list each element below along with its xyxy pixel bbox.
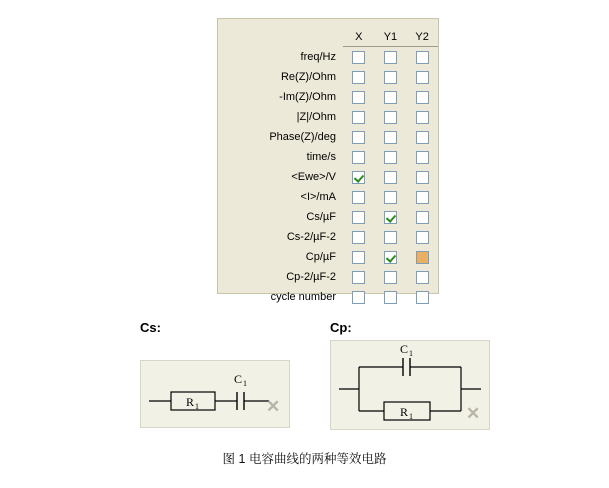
checkbox-x-freq[interactable] [352, 51, 365, 64]
table-row [222, 287, 438, 307]
cs-title-text: Cs: [140, 320, 161, 335]
checkbox-y1-cp[interactable] [384, 251, 397, 264]
checkbox-y2-imz[interactable] [416, 91, 429, 104]
cell-y1[interactable] [375, 247, 407, 267]
variable-selection-panel [217, 18, 439, 303]
table-row [222, 207, 438, 227]
checkbox-y2-cs[interactable] [416, 211, 429, 224]
row-label: |Z|/Ohm [296, 111, 336, 123]
column-header-y1: Y1 [383, 31, 398, 43]
table-row [222, 147, 438, 167]
cell-y1[interactable] [375, 267, 407, 287]
cell-y2[interactable] [406, 47, 438, 68]
cell-x[interactable] [343, 147, 375, 167]
checkbox-x-rez[interactable] [352, 71, 365, 84]
row-label: Cp/µF [305, 251, 336, 263]
row-label: <Ewe>/V [291, 171, 336, 183]
checkbox-x-cycle[interactable] [352, 291, 365, 304]
cell-x[interactable] [343, 67, 375, 87]
cell-y1[interactable] [375, 107, 407, 127]
table-row [222, 247, 438, 267]
table-row [222, 267, 438, 287]
cell-y2[interactable] [406, 87, 438, 107]
row-label: -Im(Z)/Ohm [279, 91, 336, 103]
cell-y1[interactable] [375, 227, 407, 247]
cs-circuit-svg [141, 361, 289, 427]
cell-x[interactable] [343, 87, 375, 107]
checkbox-y1-absz[interactable] [384, 111, 397, 124]
column-header-x: X [355, 31, 363, 43]
table-row [222, 127, 438, 147]
variable-table [222, 25, 438, 307]
row-label: Cs-2/µF-2 [286, 231, 336, 243]
table-row [222, 167, 438, 187]
cell-x[interactable] [343, 227, 375, 247]
row-label: Cp-2/µF-2 [286, 271, 336, 283]
cs-delete-icon[interactable]: ✕ [266, 397, 281, 416]
cp-figure-title [330, 320, 352, 335]
checkbox-y1-freq[interactable] [384, 51, 397, 64]
row-label: time/s [306, 151, 336, 163]
cell-y1[interactable] [375, 187, 407, 207]
checkbox-x-phase[interactable] [352, 131, 365, 144]
table-row [222, 47, 438, 68]
checkbox-y2-cs2[interactable] [416, 231, 429, 244]
cell-y1[interactable] [375, 67, 407, 87]
cell-y2[interactable] [406, 227, 438, 247]
cell-y2[interactable] [406, 167, 438, 187]
cell-y2[interactable] [406, 67, 438, 87]
cp-title-text: Cp: [330, 320, 352, 335]
cell-y1[interactable] [375, 147, 407, 167]
row-label: freq/Hz [300, 50, 336, 63]
cell-y2[interactable] [406, 107, 438, 127]
cell-y1[interactable] [375, 167, 407, 187]
row-label: <I>/mA [300, 191, 336, 203]
cell-y1[interactable] [375, 87, 407, 107]
table-row [222, 87, 438, 107]
cell-y1[interactable] [375, 127, 407, 147]
checkbox-y2-cp[interactable] [416, 251, 429, 264]
row-label: cycle number [270, 291, 336, 303]
svg-text:R: R [400, 405, 409, 419]
checkbox-y2-ewe[interactable] [416, 171, 429, 184]
checkbox-y1-cs2[interactable] [384, 231, 397, 244]
table-row [222, 67, 438, 87]
figure-caption: 图 1 电容曲线的两种等效电路 [222, 452, 387, 466]
cell-y1[interactable] [375, 47, 407, 68]
cell-y2[interactable] [406, 127, 438, 147]
checkbox-x-time[interactable] [352, 151, 365, 164]
checkbox-x-cs[interactable] [352, 211, 365, 224]
checkbox-x-imz[interactable] [352, 91, 365, 104]
cell-y2[interactable] [406, 207, 438, 227]
cs-circuit-diagram[interactable] [140, 360, 290, 428]
checkbox-x-cs2[interactable] [352, 231, 365, 244]
table-header-row [222, 25, 438, 45]
row-label: Cs/µF [306, 211, 336, 223]
svg-text:C: C [400, 342, 409, 356]
checkbox-y2-cp2[interactable] [416, 271, 429, 284]
checkbox-y1-cp2[interactable] [384, 271, 397, 284]
cell-x[interactable] [343, 247, 375, 267]
checkbox-y1-time[interactable] [384, 151, 397, 164]
checkbox-y1-cs[interactable] [384, 211, 397, 224]
header-spacer [222, 25, 343, 45]
checkbox-y2-phase[interactable] [416, 131, 429, 144]
checkbox-y2-cycle[interactable] [416, 291, 429, 304]
svg-text:1: 1 [195, 402, 199, 411]
checkbox-y2-absz[interactable] [416, 111, 429, 124]
cell-y2[interactable] [406, 187, 438, 207]
cell-x[interactable] [343, 187, 375, 207]
cell-y2[interactable] [406, 267, 438, 287]
checkbox-x-cp[interactable] [352, 251, 365, 264]
checkbox-x-absz[interactable] [352, 111, 365, 124]
cell-y2[interactable] [406, 147, 438, 167]
table-row [222, 107, 438, 127]
cs-figure-title [140, 320, 161, 335]
checkbox-y1-ewe[interactable] [384, 171, 397, 184]
checkbox-x-current[interactable] [352, 191, 365, 204]
checkbox-y1-phase[interactable] [384, 131, 397, 144]
cell-x[interactable] [343, 47, 375, 68]
row-label: Re(Z)/Ohm [280, 71, 336, 83]
cell-x[interactable] [343, 267, 375, 287]
checkbox-y2-current[interactable] [416, 191, 429, 204]
svg-text:1: 1 [409, 412, 413, 421]
cell-x[interactable] [343, 167, 375, 187]
cell-x[interactable] [343, 127, 375, 147]
column-header-y2: Y2 [415, 31, 429, 43]
checkbox-y2-freq[interactable] [416, 51, 429, 64]
checkbox-x-ewe[interactable] [352, 171, 365, 184]
table-row [222, 227, 438, 247]
checkbox-y2-time[interactable] [416, 151, 429, 164]
svg-text:R: R [186, 395, 195, 409]
table-row [222, 187, 438, 207]
svg-text:1: 1 [409, 349, 413, 358]
cell-y2[interactable] [406, 247, 438, 267]
checkbox-y1-rez[interactable] [384, 71, 397, 84]
cell-x[interactable] [343, 107, 375, 127]
checkbox-y1-imz[interactable] [384, 91, 397, 104]
cell-y2[interactable] [406, 287, 438, 307]
cell-y1[interactable] [375, 287, 407, 307]
checkbox-y2-rez[interactable] [416, 71, 429, 84]
checkbox-y1-cycle[interactable] [384, 291, 397, 304]
checkbox-y1-current[interactable] [384, 191, 397, 204]
svg-text:1: 1 [243, 379, 247, 388]
cp-delete-icon[interactable]: ✕ [466, 404, 481, 423]
svg-text:C: C [234, 372, 243, 386]
cell-x[interactable] [343, 207, 375, 227]
row-label: Phase(Z)/deg [269, 131, 336, 143]
cell-y1[interactable] [375, 207, 407, 227]
checkbox-x-cp2[interactable] [352, 271, 365, 284]
cell-x[interactable] [343, 287, 375, 307]
